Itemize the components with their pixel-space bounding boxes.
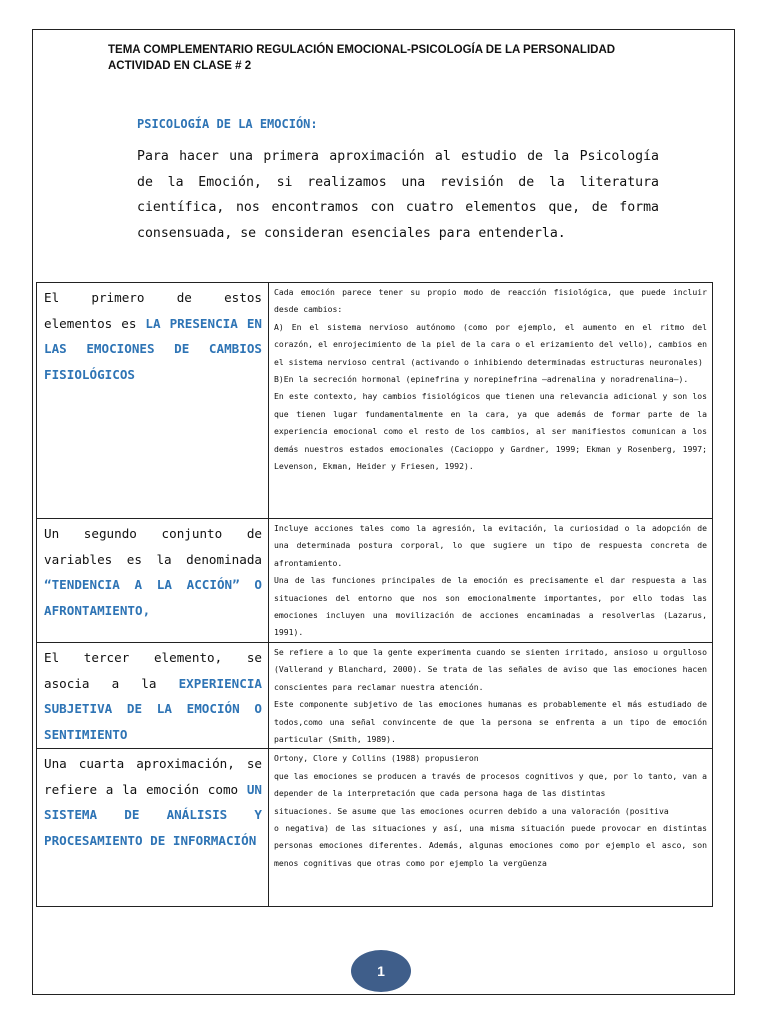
row-1-description: [269, 283, 713, 519]
row-4-highlight: UN SISTEMA DE ANÁLISIS Y PROCESAMIENTO DE INFORMACIÓN: [44, 781, 262, 848]
row-4-label-text: Una cuarta aproximación, se refiere a la emoción como: [44, 756, 262, 797]
row-4-label: [37, 749, 269, 907]
row-1-paragraph: A) En el sistema nervioso autónomo (como por ejemplo, el aumento en el ritmo del corazón, el enrojecimiento de la piel de la cara o el erizamiento del vello), cambios en el sistema nervioso central (activando o inhibiendo determinadas estructuras neuronales): [274, 321, 707, 367]
row-1-paragraph: B)En la secreción hormonal (epinefrina y norepinefrina –adrenalina y noradrenalina–).: [274, 374, 689, 385]
row-1-paragraph: Cada emoción parece tener su propio modo de reacción fisiológica, que puede incluir desde cambios:: [274, 287, 707, 315]
row-4-paragraph: situaciones. Se asume que las emociones ocurren debido a una valoración (positiva: [274, 805, 669, 816]
row-4-paragraph: Ortony, Clore y Collins (1988) propusieron: [274, 753, 479, 764]
section-heading: PSICOLOGÍA DE LA EMOCIÓN:: [137, 117, 318, 131]
table-row: [37, 643, 713, 749]
row-1-highlight: LA PRESENCIA EN LAS EMOCIONES DE CAMBIOS FISIOLÓGICOS: [44, 315, 262, 382]
row-3-highlight: EXPERIENCIA SUBJETIVA DE LA EMOCIÓN O SENTIMIENTO: [44, 675, 262, 742]
emotion-elements-table: [36, 282, 713, 907]
row-1-label: [37, 283, 269, 519]
row-2-paragraph: Una de las funciones principales de la emoción es precisamente el dar respuesta a las situaciones del entorno que nos son emocionalmente importantes, por ello todas las emociones incluyen una movilización de acciones encaminadas a resolverlas (Lazarus, 1991).: [274, 575, 707, 638]
row-3-label-text: El tercer elemento, se asocia a la: [44, 650, 262, 691]
table-row: [37, 519, 713, 643]
table-row: [37, 749, 713, 907]
row-3-description: [269, 643, 713, 749]
intro-paragraph: Para hacer una primera aproximación al estudio de la Psicología de la Emoción, si realizamos una revisión de la literatura científica, nos encontramos con cuatro elementos que, de forma consensuada, se consideran esenciales para entenderla.: [137, 149, 659, 242]
table-row: [37, 283, 713, 519]
row-3-paragraph: Se refiere a lo que la gente experimenta cuando se sienten irritado, ansioso u orgulloso (Vallerand y Blanchard, 2000). Se trata de las señales de aviso que las emociones hacen conscientes para reclamar nuestra atención.: [274, 647, 707, 692]
page-number-badge: 1: [351, 950, 411, 992]
row-3-label: [37, 643, 269, 749]
row-2-description: [269, 519, 713, 643]
document-header: [108, 42, 728, 74]
row-1-label-text: El primero de estos elementos es: [44, 290, 262, 331]
row-4-paragraph: que las emociones se producen a través de procesos cognitivos y que, por lo tanto, van a depender de la interpretación que cada persona haga de las distintas: [274, 770, 707, 799]
row-3-paragraph: Este componente subjetivo de las emociones humanas es probablemente el más estudiado de todos,como una señal convincente de que la persona se enfrenta a un tipo de emoción particular (Smith, 1989).: [274, 699, 707, 745]
row-4-paragraph: o negativa) de las situaciones y así, una misma situación puede provocar en distintas personas emociones diferentes. Además, algunas emociones como por ejemplo el asco, son menos cognitivas que otras como por ejemplo la vergüenza: [274, 823, 707, 868]
header-subtitle: ACTIVIDAD EN CLASE # 2: [108, 60, 252, 72]
row-2-label-text: Un segundo conjunto de variables es la denominada: [44, 526, 262, 567]
row-2-highlight: “TENDENCIA A LA ACCIÓN” O AFRONTAMIENTO,: [44, 577, 262, 618]
row-1-paragraph: En este contexto, hay cambios fisiológicos que tienen una relevancia adicional y son los que tienen lugar fundamentalmente en la cara, ya que además de formar parte de la experiencia emocional como el resto de los cambios, al ser manifiestos comunican a los demás nuestros estados emocionales (Cacioppo y Gardner, 1999; Ekman y Rosenberg, 1997; Levenson, Ekman, Heider y Friesen, 1992).: [274, 391, 707, 472]
header-title: TEMA COMPLEMENTARIO REGULACIÓN EMOCIONAL-PSICOLOGÍA DE LA PERSONALIDAD: [108, 44, 616, 56]
row-4-description: [269, 749, 713, 907]
row-2-label: [37, 519, 269, 643]
row-2-paragraph: Incluye acciones tales como la agresión, la evitación, la curiosidad o la adopción de una determinada postura corporal, lo que sugiere un tipo de respuesta concreta de afrontamiento.: [274, 523, 707, 568]
